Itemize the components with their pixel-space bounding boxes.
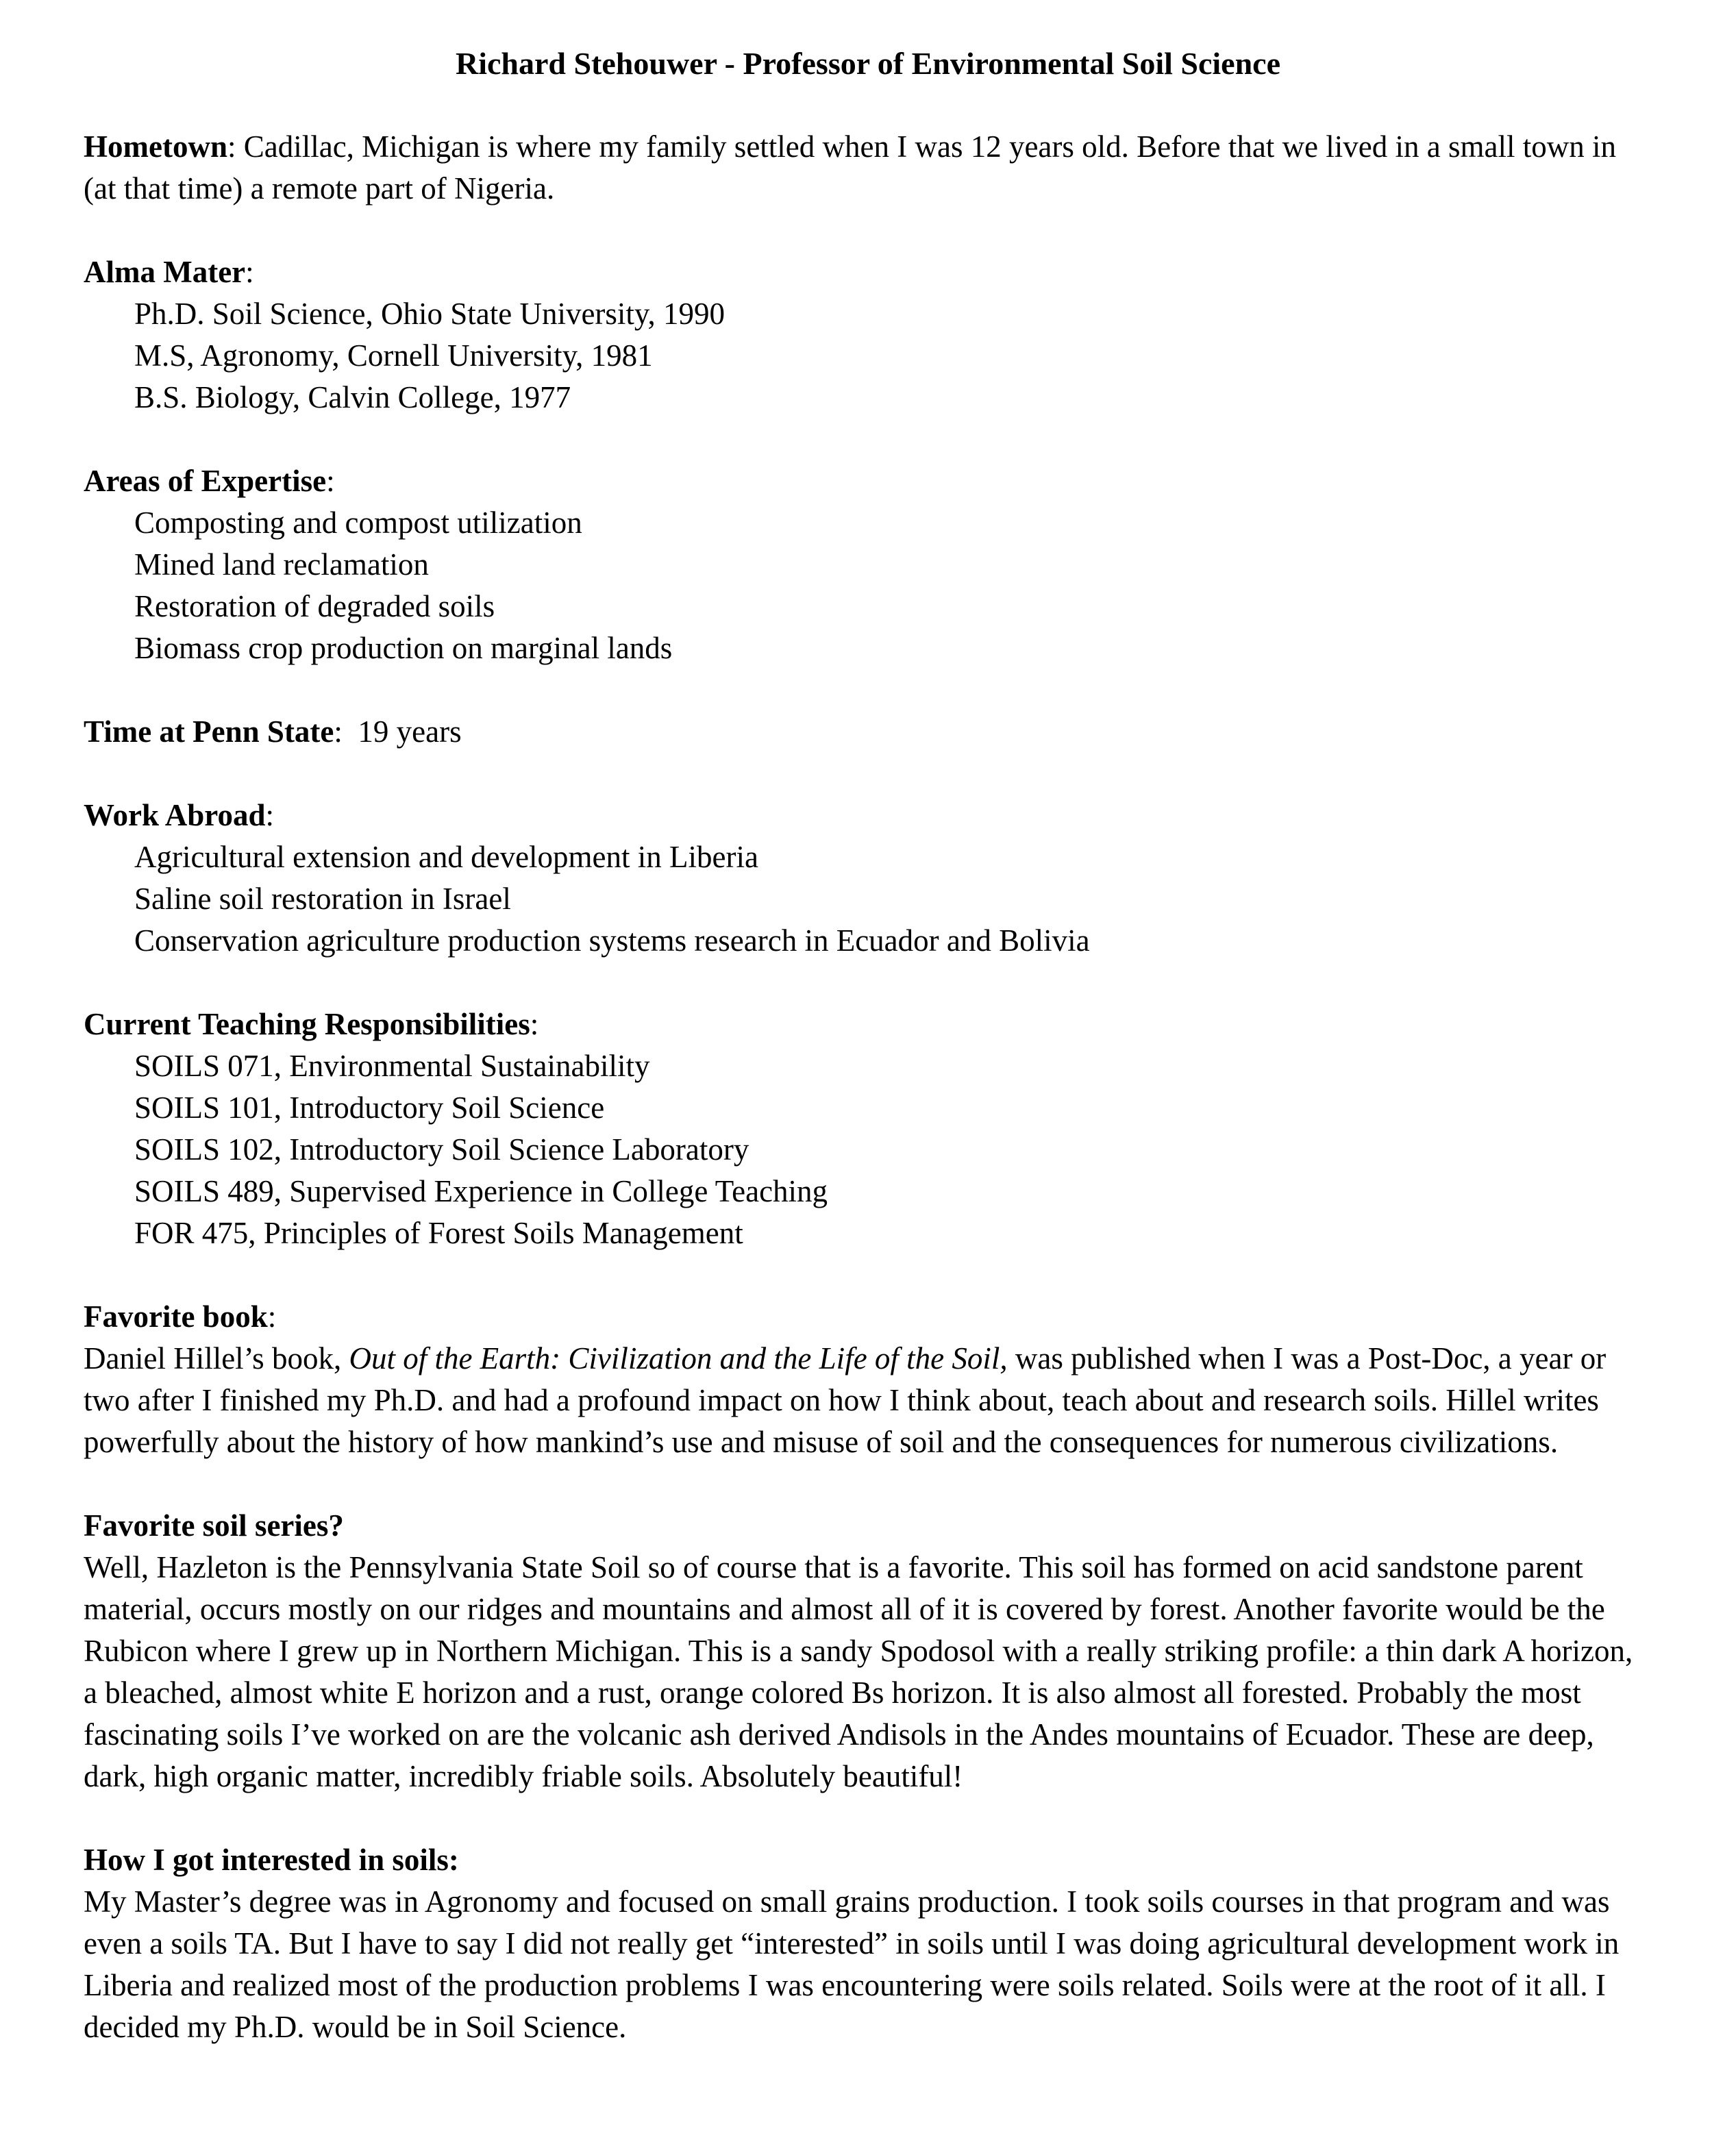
alma-mater-section [84,251,1652,419]
hometown-section [84,126,1652,210]
interest-heading [84,1839,1652,1881]
favorite-book-title: Out of the Earth: Civilization and the Life of the Soil, [349,1341,1008,1375]
expertise-colon: : [326,464,335,498]
work-abroad-heading [84,795,1652,836]
list-item: Biomass crop production on marginal lands [134,631,673,665]
interest-section [84,1839,1652,2048]
hometown-text: : Cadillac, Michigan is where my family settled when I was 12 years old. Before that we lived in a small town in (at that time) a remote part of Nigeria. [84,129,1616,206]
favorite-book-colon: : [267,1299,277,1334]
work-abroad-label: Work Abroad [84,798,266,832]
list-item: Restoration of degraded soils [134,589,495,623]
favorite-book-heading [84,1296,1652,1338]
favorite-book-label: Favorite book [84,1299,268,1334]
list-item: Conservation agriculture production systems research in Ecuador and Bolivia [134,923,1090,958]
time-at-penn-state-text: : 19 years [334,714,462,749]
hometown-paragraph [84,126,1652,210]
favorite-book-paragraph [84,1338,1652,1463]
list-item: Agricultural extension and development in Liberia [134,840,758,874]
teaching-list [84,1045,1652,1254]
list-item: SOILS 489, Supervised Experience in College Teaching [134,1174,828,1208]
work-abroad-colon: : [265,798,275,832]
alma-mater-label: Alma Mater [84,255,246,289]
list-item: SOILS 071, Environmental Sustainability [134,1049,650,1083]
work-abroad-section [84,795,1652,962]
time-at-penn-state-section [84,711,1652,753]
list-item: Ph.D. Soil Science, Ohio State University, 1990 [134,297,726,331]
favorite-soil-section [84,1505,1652,1797]
favorite-book-text-before: Daniel Hillel’s book, [84,1341,349,1375]
expertise-section [84,460,1652,669]
alma-mater-heading [84,251,1652,293]
favorite-book-text-after: was published when I was a Post-Doc, a year or two after I finished my Ph.D. and had a profound impact on how I think about, teach about and research soils. Hillel writes powerfully about the history of how mankind’s use and misuse of soil and the consequences for numerous civilizations. [84,1341,1607,1459]
expertise-list [84,502,1652,669]
list-item: Composting and compost utilization [134,506,582,540]
teaching-section [84,1004,1652,1254]
favorite-soil-label: Favorite soil series? [84,1508,344,1543]
work-abroad-list [84,836,1652,962]
list-item: B.S. Biology, Calvin College, 1977 [134,380,571,414]
teaching-label: Current Teaching Responsibilities [84,1007,530,1041]
expertise-heading [84,460,1652,502]
alma-mater-colon: : [245,255,254,289]
favorite-soil-heading [84,1505,1652,1547]
list-item: Saline soil restoration in Israel [134,882,511,916]
favorite-soil-paragraph: Well, Hazleton is the Pennsylvania State Soil so of course that is a favorite. This soil has formed on acid sandstone parent material, occurs mostly on our ridges and mountains and almost all of it is covered by forest. Another favorite would be the Rubicon where I grew up in Northern Michigan. This is a sandy Spodosol with a really striking profile: a thin dark A horizon, a bleached, almost white E horizon and a rust, orange colored Bs horizon. It is also almost all forested. Probably the most fascinating soils I’ve worked on are the volcanic ash derived Andisols in the Andes mountains of Ecuador. These are deep, dark, high organic matter, incredibly friable soils. Absolutely beautiful! [84,1550,1633,1793]
interest-label: How I got interested in soils: [84,1843,459,1877]
favorite-book-section [84,1296,1652,1463]
list-item: SOILS 101, Introductory Soil Science [134,1091,605,1125]
list-item: Mined land reclamation [134,547,429,582]
page-title: Richard Stehouwer - Professor of Environmental Soil Science [455,46,1281,81]
hometown-label: Hometown [84,129,227,164]
list-item: FOR 475, Principles of Forest Soils Management [134,1216,743,1250]
expertise-label: Areas of Expertise [84,464,327,498]
time-at-penn-state-paragraph [84,711,1652,753]
time-at-penn-state-label: Time at Penn State [84,714,334,749]
teaching-colon: : [530,1007,539,1041]
document-page [84,42,1652,2090]
teaching-heading [84,1004,1652,1045]
alma-mater-list [84,293,1652,419]
list-item: M.S, Agronomy, Cornell University, 1981 [134,338,653,373]
interest-paragraph: My Master’s degree was in Agronomy and focused on small grains production. I took soils courses in that program and was even a soils TA. But I have to say I did not really get “interested” in soils until I was doing agricultural development work in Liberia and realized most of the production problems I was encountering were soils related. Soils were at the root of it all. I decided my Ph.D. would be in Soil Science. [84,1884,1620,2044]
list-item: SOILS 102, Introductory Soil Science Laboratory [134,1132,749,1167]
